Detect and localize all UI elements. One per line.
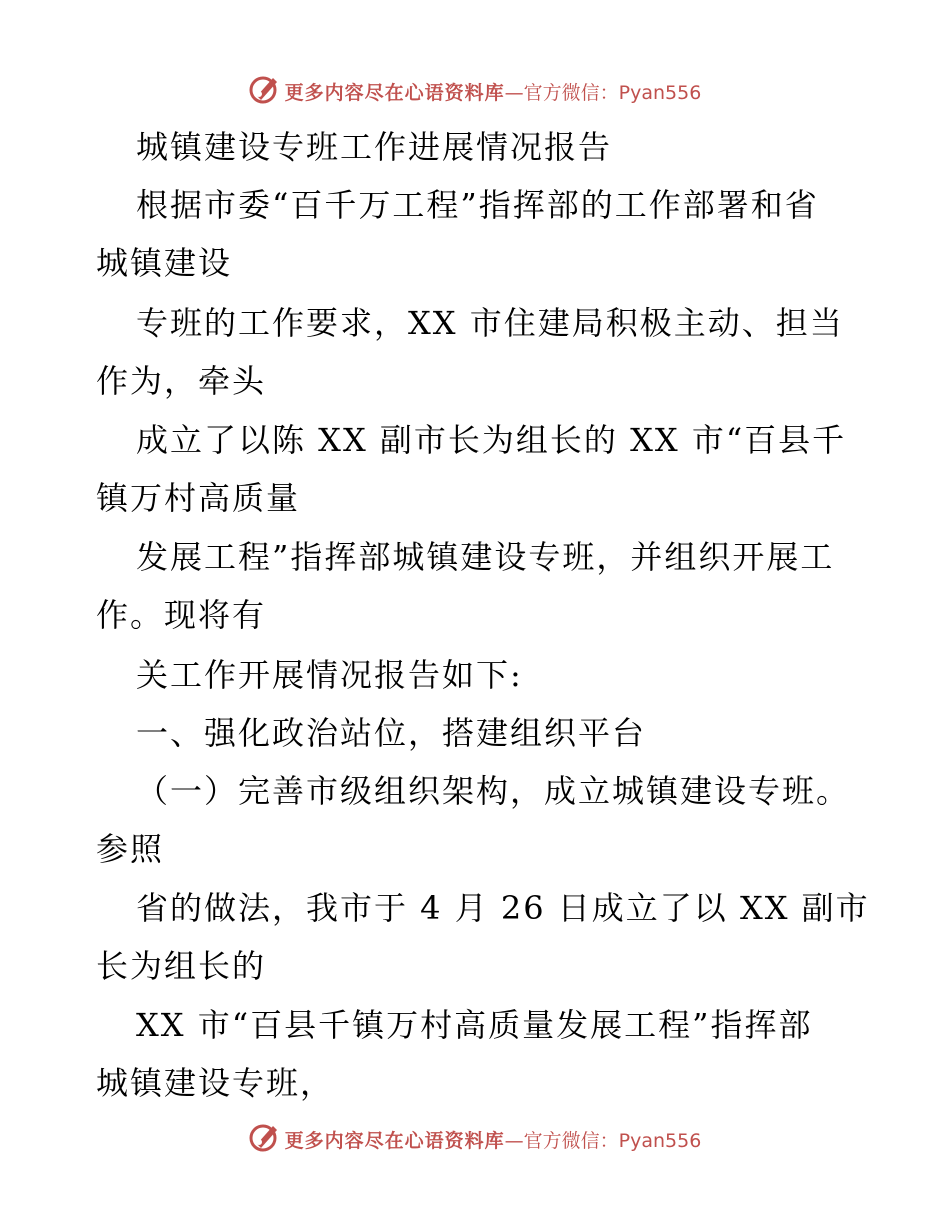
paragraph-line: XX 市“百县千镇万村高质量发展工程”指挥部: [136, 1006, 813, 1044]
watermark-footer: [0, 1122, 950, 1157]
paragraph-line: 根据市委“百千万工程”指挥部的工作部署和省: [136, 186, 819, 224]
section-heading: 一、强化政治站位，搭建组织平台: [136, 714, 647, 752]
paragraph-line: 专班的工作要求，XX 市住建局积极主动、担当: [136, 304, 844, 342]
paragraph-line: 镇万村高质量: [96, 479, 301, 517]
paragraph-line: 成立了以陈 XX 副市长为组长的 XX 市“百县千: [136, 421, 847, 459]
pen-logo-icon: [249, 1122, 281, 1157]
paragraph-line: 关工作开展情况报告如下:: [136, 656, 523, 694]
watermark-sub-text: —官方微信：Pyan556: [504, 1130, 702, 1152]
paragraph-line: 城镇建设: [96, 244, 233, 282]
watermark-main-text: 更多内容尽在心语资料库: [284, 82, 505, 104]
paragraph-line: 省的做法，我市于 4 月 26 日成立了以 XX 副市: [136, 889, 870, 927]
paragraph-line: 作为，牵头: [96, 362, 267, 400]
paragraph-line: 发展工程”指挥部城镇建设专班，并组织开展工: [136, 538, 835, 576]
paragraph-line: 参照: [96, 830, 165, 868]
paragraph-line: 城镇建设专班，: [96, 1064, 335, 1102]
paragraph-line: 长为组长的: [96, 947, 267, 985]
subsection-heading: （一）完善市级组织架构，成立城镇建设专班。: [136, 772, 851, 810]
watermark-main-text: 更多内容尽在心语资料库: [284, 1130, 505, 1152]
document-title: 城镇建设专班工作进展情况报告: [136, 128, 613, 166]
watermark-sub-text: —官方微信：Pyan556: [504, 82, 702, 104]
paragraph-line: 作。现将有: [96, 596, 267, 634]
